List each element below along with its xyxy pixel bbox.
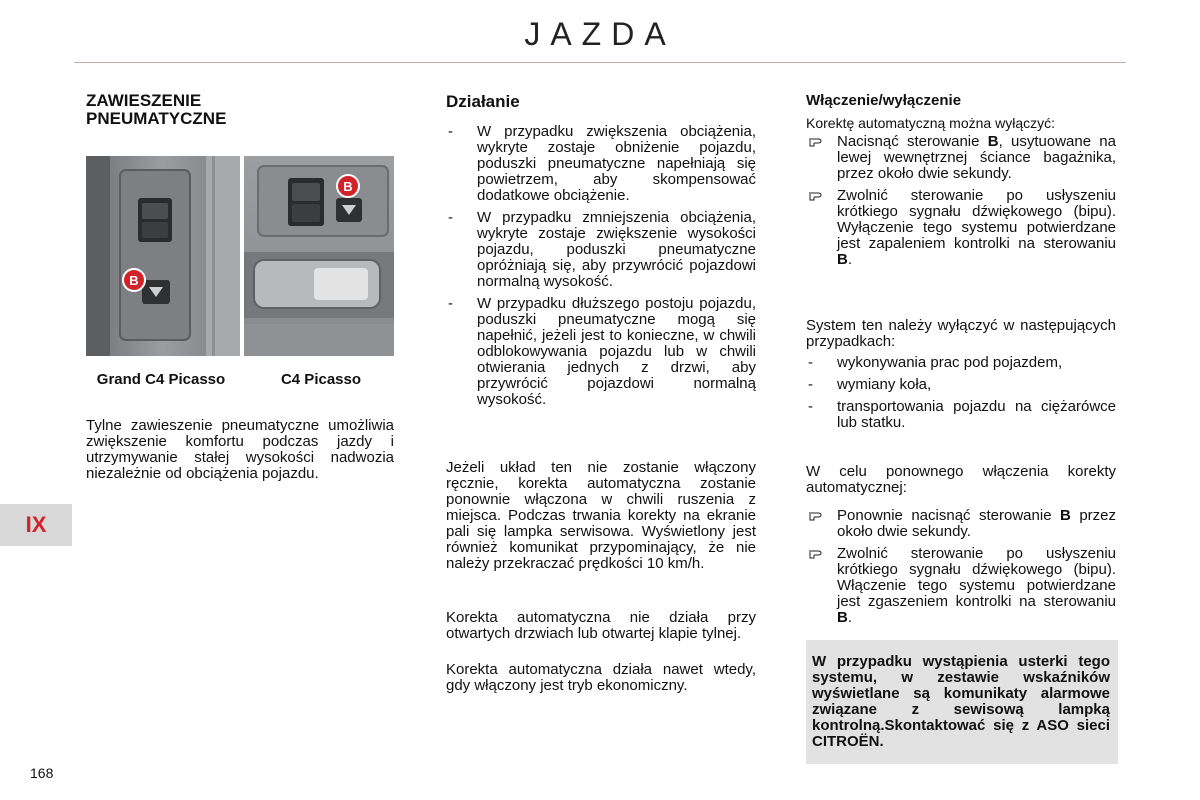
paragraph-manual-reactivation: Jeżeli układ ten nie zostanie włączony ręcznie, korekta automatyczna zostanie ponownie włączona w chwili ruszenia z miejsca. Podczas trwania korekty na ekranie pali się lampka serwisowa. Wyświetlony jest również komunikat przypominający, że nie należy przekraczać prędkości 10 km/h. (446, 459, 756, 572)
photo-grand-c4-picasso (86, 156, 240, 356)
badge-b: B (343, 179, 353, 194)
pointing-hand-icon (808, 135, 826, 147)
warning-text: W przypadku wystąpienia usterki tego systemu, w zestawie wskaźników wyświetlane są komunikaty alarmowe związane z sewisową lampką kontrolną.Skontaktować się z ASO sieci CITROËN. (812, 653, 1110, 750)
list-item: - W przypadku zwiększenia obciążenia, wykryte zostaje obniżenie pojazdu, poduszki pneumatyczne napełniają się powietrzem, aby skompensować dodatkowe obciążenie. (446, 124, 756, 204)
list-item: - transportowania pojazdu na ciężarówce lub statku. (806, 399, 1116, 431)
pointing-hand-icon (808, 509, 826, 521)
enable-steps (806, 508, 1116, 632)
caption-c4-picasso: C4 Picasso (280, 371, 362, 388)
list-item: Zwolnić sterowanie po usłyszeniu krótkiego sygnału dźwiękowego (bipu). Włączenie tego systemu potwierdzane jest zgaszeniem kontrolki na sterowaniu B. (806, 546, 1116, 626)
list-item: - wykonywania prac pod pojazdem, (806, 355, 1116, 371)
header-divider (74, 62, 1126, 63)
list-item: - W przypadku dłuższego postoju pojazdu, poduszki pneumatyczne mogą się napełnić, jeżeli jest to konieczne, w chwili odblokowywania pojazdu lub w chwili otwierania jednych z drzwi, aby przywrócić pojazdowi normalną wysokość. (446, 296, 756, 408)
intro-paragraph: Tylne zawieszenie pneumatyczne umożliwia zwiększenie komfortu podczas jazdy i utrzymywanie stałej wysokości nadwozia niezależnie od obciążenia pojazdu. (86, 417, 394, 482)
list-item: - wymiany koła, (806, 377, 1116, 393)
paragraph-when-disable: System ten należy wyłączyć w następujących przypadkach: (806, 317, 1116, 350)
heading-dzialanie: Działanie (446, 92, 520, 111)
list-item: Nacisnąć sterowanie B, usytuowane na lewej wewnętrznej ściance bagażnika, przez około dwie sekundy. (806, 134, 1116, 182)
paragraph-doors-open: Korekta automatyczna nie działa przy otwartych drzwiach lub otwartej klapie tylnej. (446, 609, 756, 642)
suspension-switch-photo-grand (86, 156, 240, 356)
caption-grand-c4-picasso: Grand C4 Picasso (96, 371, 226, 388)
paragraph-eco-mode: Korekta automatyczna działa nawet wtedy, gdy włączony jest tryb ekonomiczny. (446, 661, 756, 694)
operation-list (446, 124, 756, 414)
suspension-switch-photo-c4 (244, 156, 394, 356)
list-item: Zwolnić sterowanie po usłyszeniu krótkiego sygnału dźwiękowego (bipu). Wyłączenie tego systemu potwierdzane jest zapaleniem kontrolki na sterowaniu B. (806, 188, 1116, 268)
chapter-tab[interactable]: IX (0, 504, 72, 546)
disable-steps (806, 134, 1116, 274)
page-title: JAZDA (524, 16, 676, 52)
photo-c4-picasso (244, 156, 394, 356)
badge-b: B (129, 273, 139, 288)
list-item: Ponownie nacisnąć sterowanie B przez około dwie sekundy. (806, 508, 1116, 540)
paragraph-reactivate: W celu ponownego włączenia korekty automatycznej: (806, 463, 1116, 496)
page-number: 168 (30, 765, 54, 781)
list-item: - W przypadku zmniejszenia obciążenia, wykryte zostaje zwiększenie wysokości pojazdu, poduszki pneumatyczne opróżniają się, aby przywrócić pojazdowi normalną wysokość. (446, 210, 756, 290)
pointing-hand-icon (808, 547, 826, 559)
pointing-hand-icon (808, 189, 826, 201)
disable-cases-list (806, 355, 1116, 437)
heading-on-off: Włączenie/wyłączenie (806, 92, 962, 109)
paragraph-can-disable: Korektę automatyczną można wyłączyć: (806, 115, 1055, 131)
section-title: ZAWIESZENIE PNEUMATYCZNE (86, 91, 227, 128)
